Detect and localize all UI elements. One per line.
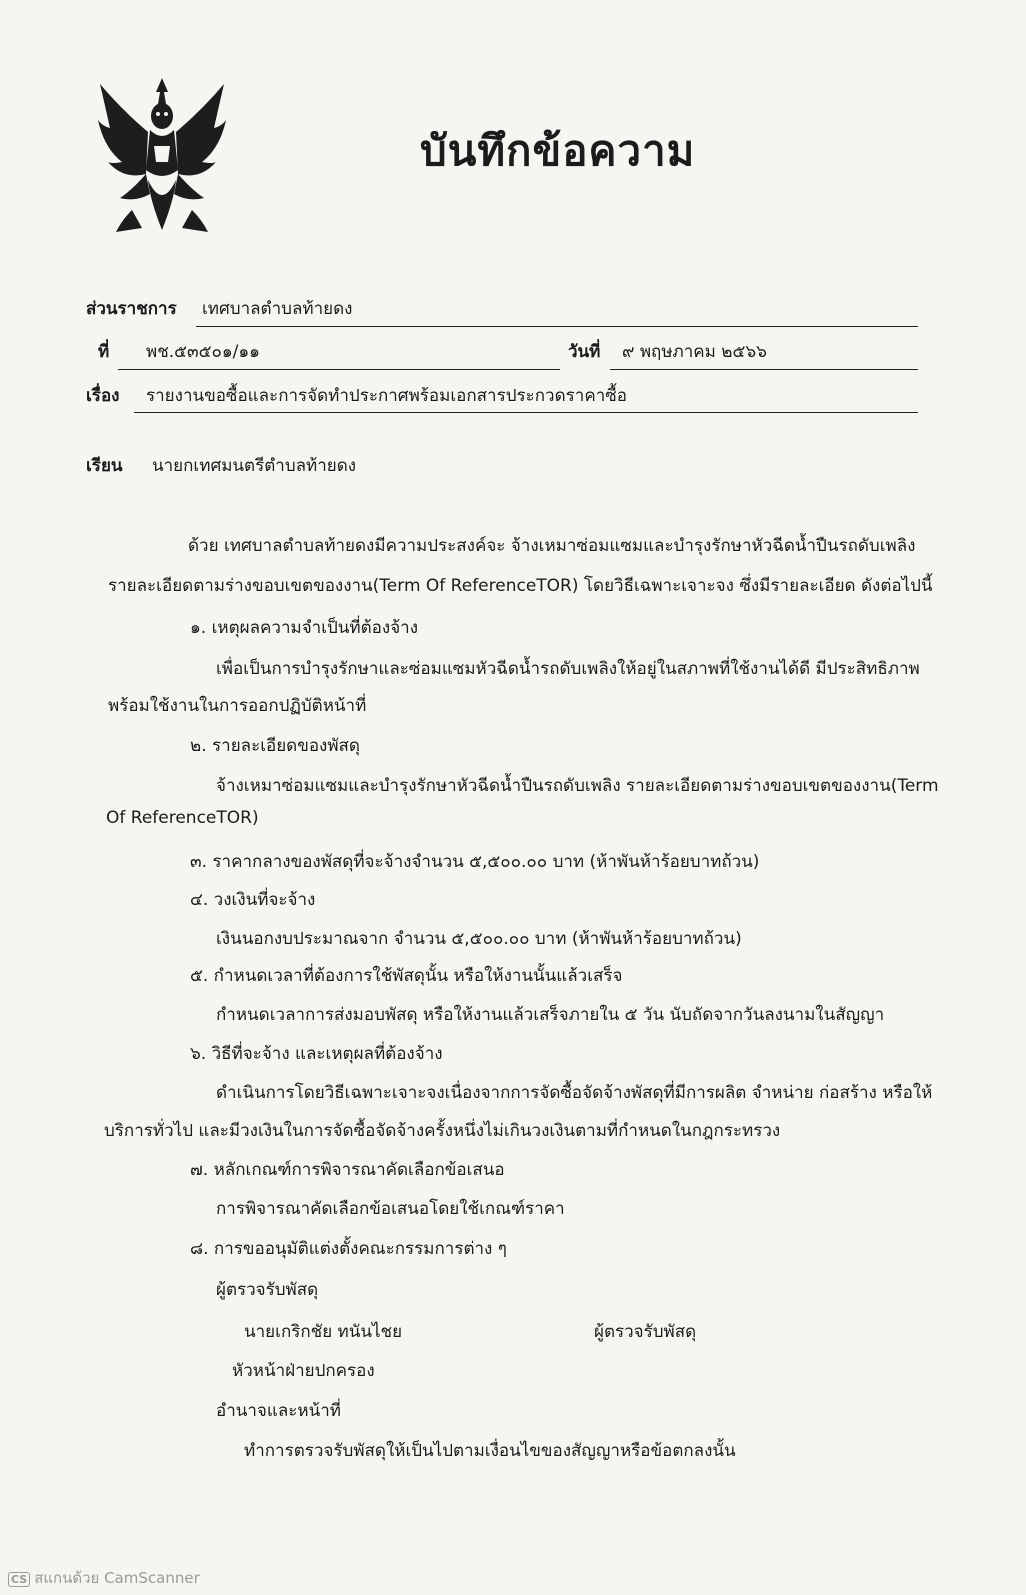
committee-member-role: ผู้ตรวจรับพัสดุ: [594, 1322, 697, 1342]
item-heading-7: ๗. หลักเกณฑ์การพิจารณาคัดเลือกข้อเสนอ: [190, 1160, 505, 1180]
date-underline: [610, 369, 918, 370]
camscanner-badge: CS: [8, 1572, 30, 1587]
item-heading-2: ๒. รายละเอียดของพัสดุ: [190, 736, 360, 756]
item-heading-4: ๔. วงเงินที่จะจ้าง: [190, 890, 316, 910]
subject-underline: [134, 412, 918, 413]
agency-label: ส่วนราชการ: [86, 299, 177, 319]
body-line: พร้อมใช้งานในการออกปฏิบัติหน้าที่: [108, 696, 367, 716]
garuda-emblem: [92, 70, 232, 235]
ref-underline: [118, 369, 560, 370]
camscanner-watermark: [8, 1566, 200, 1590]
body-line: ทำการตรวจรับพัสดุให้เป็นไปตามเงื่อนไขของสัญญาหรือข้อตกลงนั้น: [244, 1441, 736, 1461]
body-line: บริการทั่วไป และมีวงเงินในการจัดซื้อจัดจ้างครั้งหนึ่งไม่เกินวงเงินตามที่กำหนดในกฎกระทรวง: [104, 1121, 781, 1141]
body-line: ผู้ตรวจรับพัสดุ: [216, 1280, 319, 1300]
date-label: วันที่: [568, 342, 601, 362]
ref-label: ที่: [98, 342, 110, 362]
camscanner-text: สแกนด้วย CamScanner: [34, 1569, 200, 1587]
salutation-label: เรียน: [86, 456, 123, 476]
item-heading-3: ๓. ราคากลางของพัสดุที่จะจ้างจำนวน ๕,๕๐๐.๐๐ บาท (ห้าพันห้าร้อยบาทถ้วน): [190, 852, 760, 872]
body-line: จ้างเหมาซ่อมแซมและบำรุงรักษาหัวฉีดน้ำปืนรถดับเพลิง รายละเอียดตามร่างขอบเขตของงาน(Term: [216, 776, 939, 796]
body-line: รายละเอียดตามร่างขอบเขตของงาน(Term Of ReferenceTOR) โดยวิธีเฉพาะเจาะจง ซึ่งมีรายละเอียด ดังต่อไปนี้: [108, 576, 933, 596]
body-line: ด้วย เทศบาลตำบลท้ายดงมีความประสงค์จะ จ้างเหมาซ่อมแซมและบำรุงรักษาหัวฉีดน้ำปืนรถดับเพลิง: [188, 536, 916, 556]
body-line: เงินนอกงบประมาณจาก จำนวน ๕,๕๐๐.๐๐ บาท (ห้าพันห้าร้อยบาทถ้วน): [216, 929, 742, 949]
date-value: ๙ พฤษภาคม ๒๕๖๖: [622, 342, 767, 362]
salutation-value: นายกเทศมนตรีตำบลท้ายดง: [152, 456, 357, 476]
committee-member-name: นายเกริกชัย ทนันไชย: [244, 1322, 403, 1342]
memo-title: บันทึกข้อความ: [420, 126, 696, 175]
body-line: ดำเนินการโดยวิธีเฉพาะเจาะจงเนื่องจากการจัดซื้อจัดจ้างพัสดุที่มีการผลิต จำหน่าย ก่อสร้าง หรือให้: [216, 1083, 933, 1103]
item-heading-6: ๖. วิธีที่จะจ้าง และเหตุผลที่ต้องจ้าง: [190, 1044, 443, 1064]
agency-value: เทศบาลตำบลท้ายดง: [202, 299, 353, 319]
body-line: กำหนดเวลาการส่งมอบพัสดุ หรือให้งานแล้วเสร็จภายใน ๕ วัน นับถัดจากวันลงนามในสัญญา: [216, 1005, 885, 1025]
body-line: อำนาจและหน้าที่: [216, 1401, 341, 1421]
body-line: เพื่อเป็นการบำรุงรักษาและซ่อมแซมหัวฉีดน้ำรถดับเพลิงให้อยู่ในสภาพที่ใช้งานได้ดี มีประสิทธิภาพ: [216, 659, 920, 679]
body-line: การพิจารณาคัดเลือกข้อเสนอโดยใช้เกณฑ์ราคา: [216, 1199, 565, 1219]
body-line: Of ReferenceTOR): [106, 808, 259, 828]
ref-value: พช.๕๓๕๐๑/๑๑: [146, 342, 260, 362]
committee-member-position: หัวหน้าฝ่ายปกครอง: [232, 1361, 375, 1381]
item-heading-8: ๘. การขออนุมัติแต่งตั้งคณะกรรมการต่าง ๆ: [190, 1239, 507, 1259]
subject-value: รายงานขอซื้อและการจัดทำประกาศพร้อมเอกสารประกวดราคาซื้อ: [146, 386, 627, 406]
item-heading-1: ๑. เหตุผลความจำเป็นที่ต้องจ้าง: [190, 618, 418, 638]
subject-label: เรื่อง: [86, 386, 120, 406]
item-heading-5: ๕. กำหนดเวลาที่ต้องการใช้พัสดุนั้น หรือให้งานนั้นแล้วเสร็จ: [190, 966, 623, 986]
agency-underline: [196, 326, 918, 327]
